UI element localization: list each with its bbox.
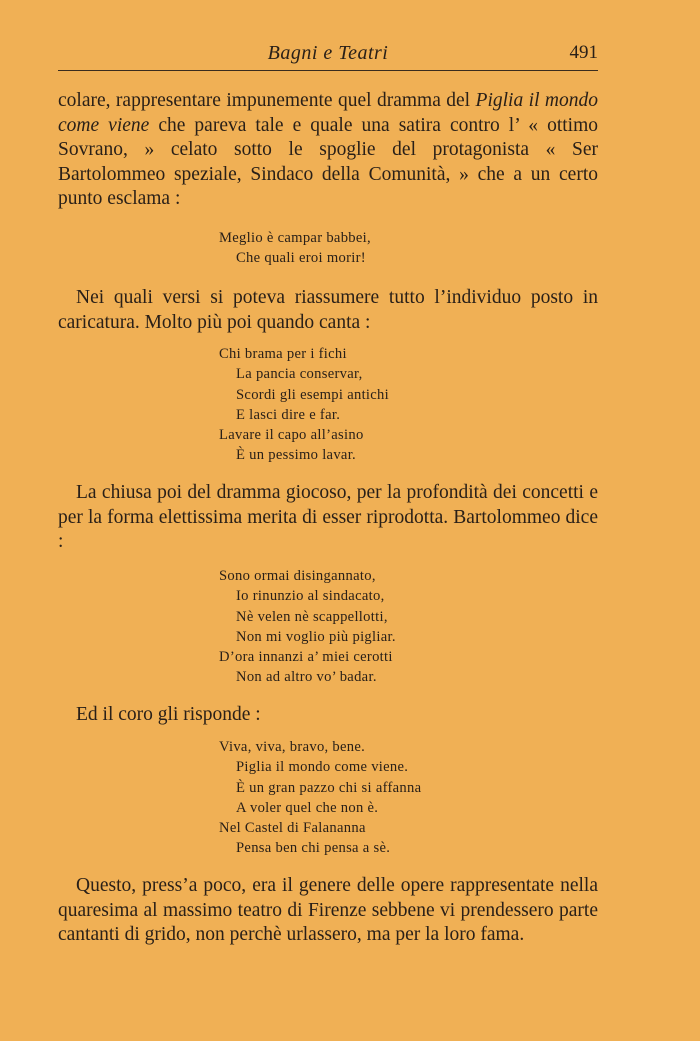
verse-line: È un gran pazzo chi si affanna [236, 779, 422, 796]
page-header [58, 40, 598, 70]
verse-line: La pancia conservar, [236, 366, 363, 383]
verse-line: Meglio è campar babbei, [219, 230, 371, 246]
verse-line: Chi brama per i fichi [219, 346, 347, 362]
verse-line: Scordi gli esempi antichi [236, 386, 390, 403]
verse-line: Nel Castel di Falananna [219, 820, 366, 837]
verse-line: Pensa ben chi pensa a sè. [236, 840, 391, 857]
verse-2 [219, 344, 389, 466]
verse-line: È un pessimo lavar. [236, 447, 356, 464]
verse-line: Piglia il mondo come viene. [236, 759, 409, 776]
play-title: Piglia il mondo come viene [58, 90, 598, 136]
verse-line: Sono ormai disingannato, [219, 568, 376, 584]
verse-3 [219, 566, 396, 688]
page-number: 491 [569, 42, 598, 63]
verse-line: Lavare il capo all’asino [219, 427, 364, 444]
verse-line: Non mi voglio più pigliar. [236, 628, 396, 645]
paragraph-4-text: Ed il coro gli risponde : [76, 704, 261, 725]
paragraph-4 [58, 703, 598, 728]
verse-line: Io rinunzio al sindacato, [236, 588, 385, 605]
verse-line: D’ora innanzi a’ miei cerotti [219, 649, 393, 666]
paragraph-1 [58, 89, 598, 212]
verse-line: Viva, viva, bravo, bene. [219, 739, 366, 755]
paragraph-3 [58, 481, 598, 555]
verse-line: E lasci dire e far. [236, 406, 341, 423]
paragraph-5-text: Questo, press’a poco, era il genere delle opere rappresentate nella quaresima al massimo teatro di Firenze sebbene vi prendessero parte cantanti di grido, non perchè urlassero, ma per la loro fama. [58, 875, 598, 946]
running-title: Bagni e Teatri [267, 42, 389, 64]
header-rule [58, 70, 598, 71]
paragraph-5 [58, 874, 598, 948]
verse-1 [219, 228, 371, 269]
paragraph-2 [58, 286, 598, 335]
verse-line: Non ad altro vo’ badar. [236, 669, 377, 686]
verse-line: A voler quel che non è. [236, 799, 379, 816]
verse-line: Che quali eroi morir! [236, 250, 366, 267]
paragraph-1-start: colare, rappresentare impunemente quel dramma del [58, 90, 476, 111]
verse-4 [219, 737, 421, 859]
paragraph-3-text: La chiusa poi del dramma giocoso, per la profondità dei concetti e per la forma elettissima merita di esser riprodotta. Bartolommeo dice : [58, 482, 598, 553]
paragraph-1-end: che pareva tale e quale una satira contro l’ « ottimo Sovrano, » celato sotto le spoglie del protagonista « Ser Bartolommeo speziale, Sindaco della Comunità, » che a un certo punto esclama : [58, 114, 598, 210]
paragraph-1-text [58, 89, 598, 212]
verse-line: Nè velen nè scappellotti, [236, 608, 388, 625]
paragraph-2-text: Nei quali versi si poteva riassumere tutto l’individuo posto in caricatura. Molto più poi quando canta : [58, 287, 598, 333]
